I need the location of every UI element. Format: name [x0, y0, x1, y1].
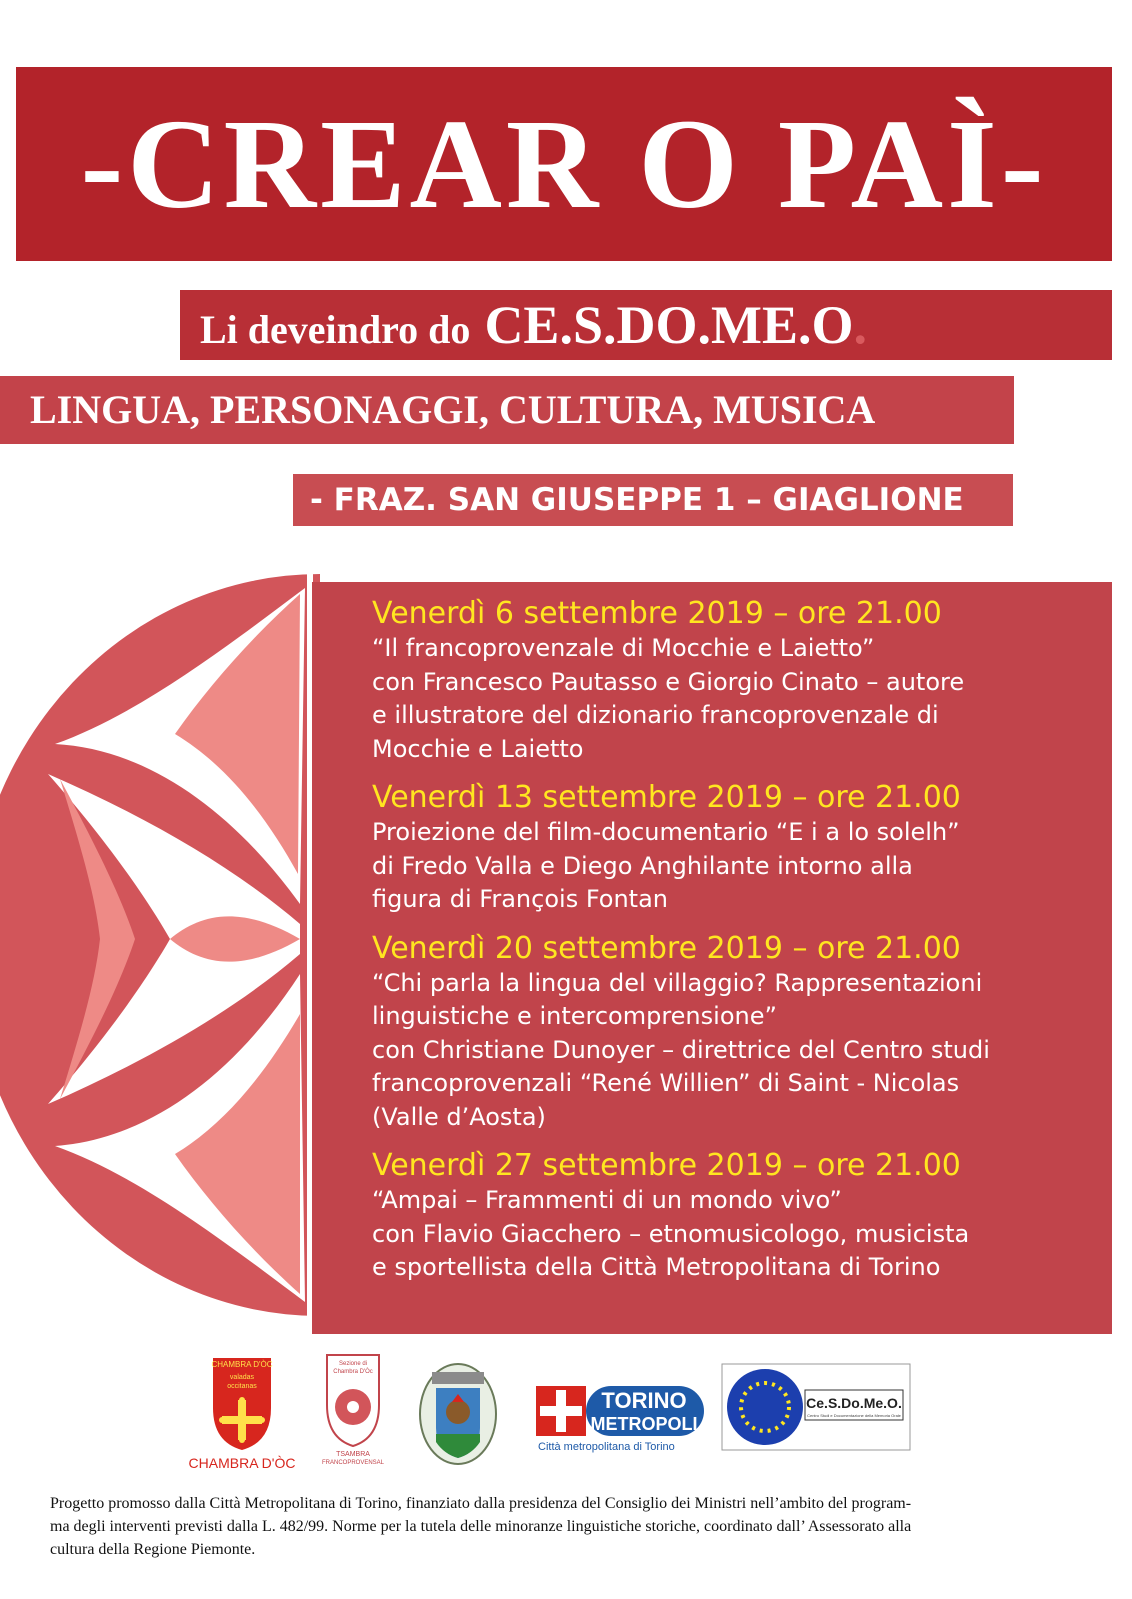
chambra-small-2: occitanas — [227, 1383, 257, 1390]
location-line: - FRAZ. SAN GIUSEPPE 1 – GIAGLIONE — [310, 482, 964, 518]
event-description-line: con Francesco Pautasso e Giorgio Cinato – autore — [372, 667, 965, 696]
poster-title: -CREAR O PAÌ- — [80, 92, 1048, 235]
event-description-line: Proiezione del film-documentario “E i a lo solelh” — [372, 818, 960, 846]
torino-line1: TORINO — [601, 1388, 687, 1413]
tsambra-caption-2: FRANCOPROVENSAL — [321, 1460, 385, 1466]
footer-note — [50, 1492, 1070, 1561]
event-item — [372, 1148, 1092, 1285]
event-description-line: francoprovenzali “René Willien” di Saint - Nicolas — [372, 1069, 960, 1097]
eu-flag-icon — [727, 1369, 803, 1445]
event-description-line: e illustratore del dizionario francoprovenzale di — [372, 701, 939, 729]
tsambra-top-1: Sezione di — [338, 1361, 368, 1367]
cesdomeo-small: Centro Studi e Documentazione della Memoria Orale — [807, 1413, 901, 1418]
rosette-ornament — [0, 574, 320, 1316]
event-date: Venerdì 27 settembre 2019 – ore 21.00 — [372, 1148, 961, 1183]
cesdomeo-logo — [722, 1364, 910, 1450]
subtitle — [200, 290, 867, 360]
torino-caption: Città metropolitana di Torino — [538, 1441, 675, 1453]
event-date: Venerdì 6 settembre 2019 – ore 21.00 — [372, 596, 942, 631]
municipal-coat-of-arms-icon — [420, 1364, 496, 1464]
chambra-top-text: CHAMBRA D'ÒC — [211, 1360, 273, 1369]
event-description-line: “Chi parla la lingua del villaggio? Rappresentazioni — [372, 968, 983, 997]
event-item — [372, 596, 1092, 766]
footer-line: cultura della Regione Piemonte. — [50, 1541, 256, 1558]
event-date: Venerdì 13 settembre 2019 – ore 21.00 — [372, 780, 961, 815]
event-date: Venerdì 20 settembre 2019 – ore 21.00 — [372, 930, 961, 966]
event-description-line: (Valle d’Aosta) — [372, 1102, 546, 1131]
event-item — [372, 780, 1092, 917]
chambra-caption: CHAMBRA D'ÒC — [188, 1455, 296, 1471]
themes-line: LINGUA, PERSONAGGI, CULTURA, MUSICA — [30, 387, 876, 432]
sponsor-logos — [0, 1350, 1132, 1480]
chambra-small-1: valadas — [229, 1374, 255, 1381]
footer-line: ma degli interventi previsti dalla L. 482/99. Norme per la tutela delle minoranze linguistiche storiche, coordinato dall’ Assessorato alla — [50, 1518, 912, 1535]
events-list — [372, 596, 1092, 1285]
event-description-line: Mocchie e Laietto — [372, 734, 584, 763]
event-description-line: “Il francoprovenzale di Mocchie e Laietto” — [372, 634, 875, 662]
subtitle-dot: . — [853, 295, 867, 355]
event-description-line: con Flavio Giacchero – etnomusicologo, musicista — [372, 1219, 970, 1248]
footer-line: Progetto promosso dalla Città Metropolitana di Torino, finanziato dalla presidenza del Consiglio dei Ministri nell’ambito del program- — [50, 1495, 912, 1512]
torino-metropoli-logo — [536, 1386, 704, 1453]
torino-line2: METROPOLI — [590, 1414, 698, 1434]
event-description-line: di Fredo Valla e Diego Anghilante intorno alla — [372, 851, 913, 880]
subtitle-org: CE.S.DO.ME.O — [484, 295, 854, 355]
tsambra-top-2: Chambra D'Òc — [333, 1369, 373, 1375]
chambra-doc-logo — [189, 1358, 296, 1471]
event-description-line: figura di François Fontan — [372, 885, 668, 913]
event-description-line: “Ampai – Frammenti di un mondo vivo” — [372, 1186, 842, 1214]
tsambra-caption-1: TSAMBRA — [336, 1451, 370, 1458]
event-description-line: con Christiane Dunoyer – direttrice del Centro studi — [372, 1035, 990, 1064]
event-description-line: linguistiche e intercomprensione” — [372, 1002, 777, 1030]
tsambra-logo — [322, 1355, 385, 1466]
event-description-line: e sportellista della Città Metropolitana di Torino — [372, 1253, 941, 1281]
cesdomeo-name: Ce.S.Do.Me.O. — [806, 1395, 902, 1411]
subtitle-prefix: Li deveindro do — [200, 307, 471, 352]
event-item — [372, 931, 1092, 1135]
